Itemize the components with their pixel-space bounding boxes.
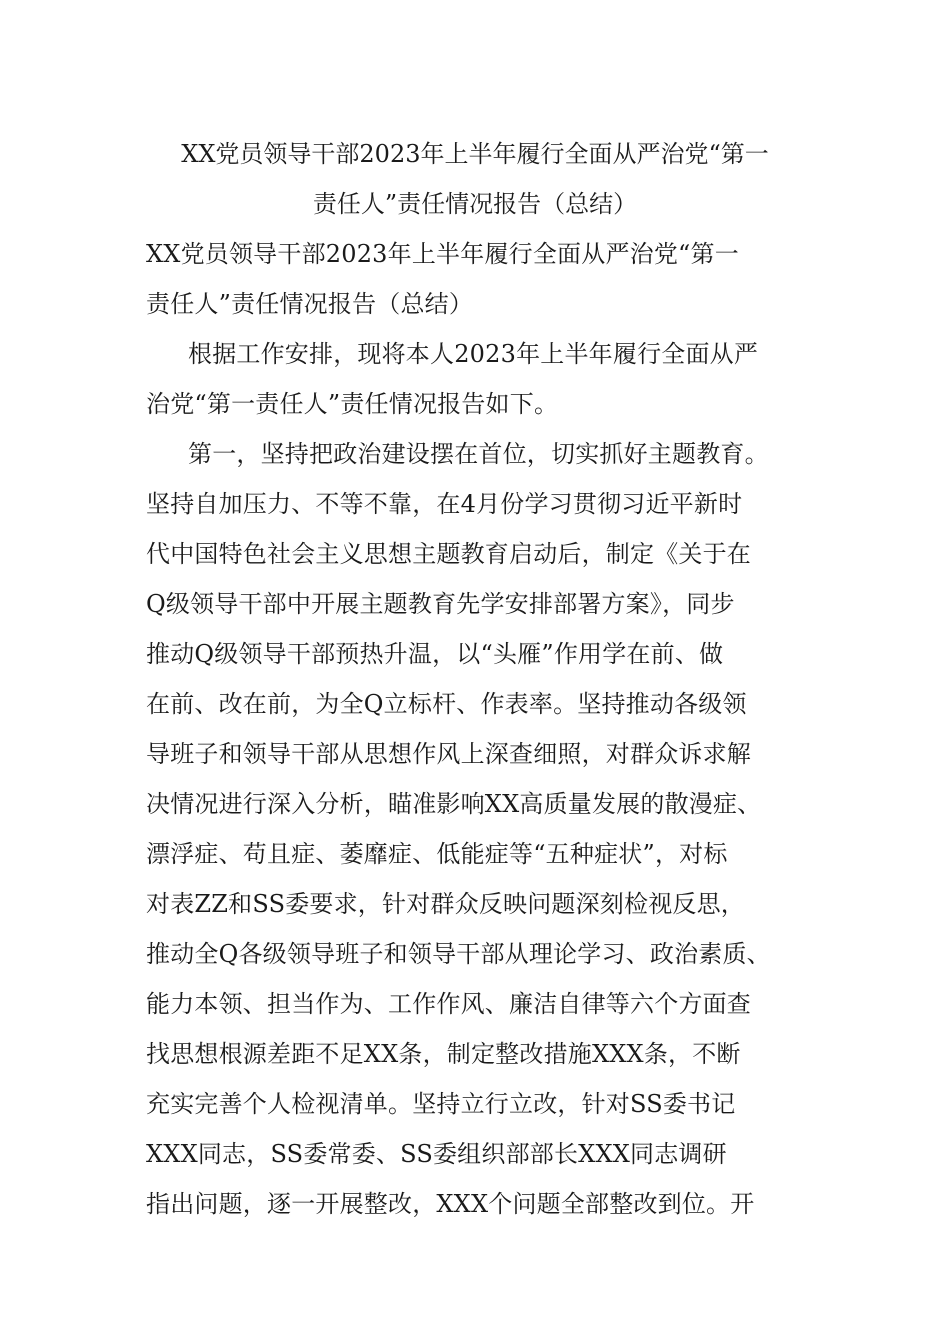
body-line: 决情况进行深入分析，瞄准影响XX高质量发展的散漫症、 [146,790,762,818]
paragraph-start-line: 根据工作安排，现将本人2023年上半年履行全面从严 [188,340,759,368]
body-line: XX党员领导干部2023年上半年履行全面从严治党“第一 [146,240,739,268]
body-line: 在前、改在前，为全Q立标杆、作表率。坚持推动各级领 [146,690,747,718]
body-line: 责任人”责任情况报告（总结） [146,290,474,318]
document-title-line-2: 责任人”责任情况报告（总结） [312,190,638,218]
body-line: 找思想根源差距不足XX条，制定整改措施XXX条，不断 [146,1040,741,1068]
document-title-line-1: XX党员领导干部2023年上半年履行全面从严治党“第一 [181,140,769,168]
body-line: 能力本领、担当作为、工作作风、廉洁自律等六个方面查 [146,990,751,1018]
body-line: 导班子和领导干部从思想作风上深查细照，对群众诉求解 [146,740,751,768]
body-line: 充实完善个人检视清单。坚持立行立改，针对SS委书记 [146,1090,736,1118]
body-line: 对表ZZ和SS委要求，针对群众反映问题深刻检视反思， [146,890,746,918]
paragraph-start-line: 第一，坚持把政治建设摆在首位，切实抓好主题教育。 [188,440,769,468]
body-line: 推动全Q各级领导班子和领导干部从理论学习、政治素质、 [146,940,771,968]
body-line: 坚持自加压力、不等不靠，在4月份学习贯彻习近平新时 [146,490,743,518]
body-line: XXX同志，SS委常委、SS委组织部部长XXX同志调研 [146,1140,727,1168]
body-line: Q级领导干部中开展主题教育先学安排部署方案》，同步 [146,590,735,618]
body-line: 指出问题，逐一开展整改，XXX个问题全部整改到位。开 [146,1190,755,1218]
body-line: 代中国特色社会主义思想主题教育启动后，制定《关于在 [146,540,751,568]
body-line: 治党“第一责任人”责任情况报告如下。 [146,390,559,418]
body-line: 漂浮症、苟且症、萎靡症、低能症等“五种症状”，对标 [146,840,728,868]
body-line: 推动Q级领导干部预热升温，以“头雁”作用学在前、做 [146,640,724,668]
